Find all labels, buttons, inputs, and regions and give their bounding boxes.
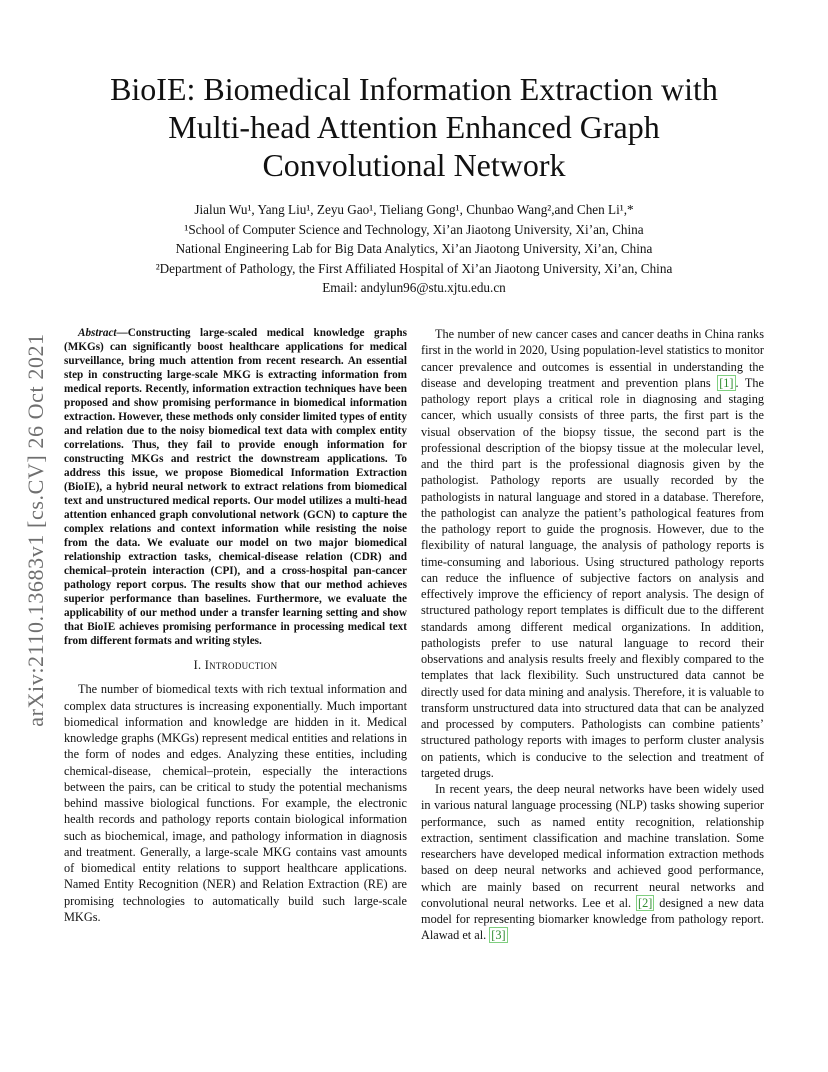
left-column [64, 326, 407, 925]
citation-link-1[interactable]: [1] [719, 375, 734, 390]
affiliation-1: ¹School of Computer Science and Technology, Xi’an Jiaotong University, Xi’an, China [184, 221, 644, 237]
abstract [64, 326, 407, 648]
paper-title: BioIE: Biomedical Information Extraction with Multi-head Attention Enhanced Graph Convolutional Network [110, 71, 718, 183]
abstract-text: —Constructing large-scaled medical knowledge graphs (MKGs) can significantly boost healthcare applications for medical surveillance, bring much attention from recent research. An essential step in constructing large-scale MKG is extracting information from medical reports. Recently, information extraction techniques have been proposed and show promising performance in biomedical information extraction. However, these methods only consider limited types of entity and relation due to the noisy biomedical text data with complex entity correlations. Thus, they fail to provide enough information for constructing MKGs and restrict the downstream applications. To address this issue, we propose Biomedical Information Extraction (BioIE), a hybrid neural network to extract relations from biomedical text and unstructured medical reports. Our model utilizes a multi-head attention enhanced graph convolutional network (GCN) to capture the complex relations and context information while resisting the noise from the data. We evaluate our model on two major biomedical relationship extraction tasks, chemical-disease relation (CDR) and chemical–protein interaction (CPI), and a cross-hospital pan-cancer pathology report corpus. The results show that our method achieves superior performance than baselines. Furthermore, we evaluate the applicability of our method under a transfer learning setting and show that BioIE achieves promising performance in processing medical text from different formats and writing styles. [64, 327, 407, 647]
section-heading-introduction: I. Introduction [193, 658, 278, 672]
citation-link-2[interactable]: [2] [638, 895, 653, 910]
intro-paragraph-2 [421, 326, 764, 781]
intro-paragraph-3 [421, 781, 764, 944]
citation-link-3[interactable]: [3] [491, 928, 506, 943]
paragraph-text: designed a new data model for representing biomarker knowledge from pathology report. Alawad et al. [421, 895, 765, 943]
right-column [421, 326, 764, 944]
intro-paragraph-1: The number of biomedical texts with rich textual information and complex data structures is increasing exponentially. Much important biomedical information and knowledge are hidden in it. Medical knowledge graphs (MKGs) represent medical entities and relations in the form of nodes and edges. Analyzing these entities, including chemical-disease, chemical–protein, especially the interactions between the pairs, can be critical to study the potential mechanisms behind massive biological functions. For example, the electronic health records and pathology reports contain biological information such as biochemical, image, and pathology information in diagnosis and treatment. Generally, a large-scale MKG contains vast amounts of biomedical entity relations to support healthcare applications. Named Entity Recognition (NER) and Relation Extraction (RE) are promising technologies to automatically build such large-scale MKGs. [64, 682, 407, 924]
author-block [80, 200, 748, 298]
arxiv-identifier[interactable]: arXiv:2110.13683v1 [cs.CV] 26 Oct 2021 [23, 333, 48, 727]
paragraph-text: In recent years, the deep neural networks have been widely used in various natural language processing (NLP) tasks showing superior performance, such as named entity recognition, relationship extraction, sentiment classification and machine translation. Some researchers have developed medical information extraction methods based on deep neural networks and achieved good performance, which are mainly based on recurrent neural networks and convolutional neural networks. Lee et al. [421, 782, 764, 910]
paragraph-text: The number of new cancer cases and cancer deaths in China ranks first in the world in 2020, Using population-level statistics to monitor cancer prevalence and outcomes is essential in understanding the disease and developing treatment and prevention plans [421, 327, 764, 390]
affiliation-3: ²Department of Pathology, the First Affiliated Hospital of Xi’an Jiaotong University, Xi’an, China [155, 260, 673, 276]
author-email: Email: andylun96@stu.xjtu.edu.cn [322, 280, 506, 296]
affiliation-2: National Engineering Lab for Big Data Analytics, Xi’an Jiaotong University, Xi’an, China [175, 241, 653, 257]
abstract-label: Abstract [78, 327, 117, 339]
paragraph-text: . The pathology report plays a critical role in diagnosing and staging cancer, which usually consists of three parts, the first part is the visual observation of the biopsy tissue, the second part is the professional description of the biopsy tissue at the molecular level, and the third part is the professional diagnosis given by the pathologist. Pathology reports are usually recorded by the pathologists in natural language and stored in a database. Therefore, the pathologist can analyze the patient’s pathological features from the pathology report to guide the prognosis. However, due to the flexibility of natural language, the analysis of pathology reports is time-consuming and laborious. Using structured pathology reports can reduce the influence of subjective factors on analysis and effectively improve the efficiency of report analysis. The design of structured pathology report templates is difficult due to the different standards among different medical organizations. In addition, pathologists prefer to use natural language to record their observations and analysis results freely and flexibly compared to the templates that lack flexibility. Such unstructured data cannot be directly used for data mining and analysis. Therefore, it is valuable to transform unstructured data into structured data that can be analyzed and processed by computers. Pathologists can combine patients’ structured pathology reports with images to perform cluster analysis on patients, which is conducive to the selection and treatment of targeted drugs. [421, 375, 765, 780]
author-list: Jialun Wu¹, Yang Liu¹, Zeyu Gao¹, Tieliang Gong¹, Chunbao Wang²,and Chen Li¹,* [194, 202, 634, 217]
